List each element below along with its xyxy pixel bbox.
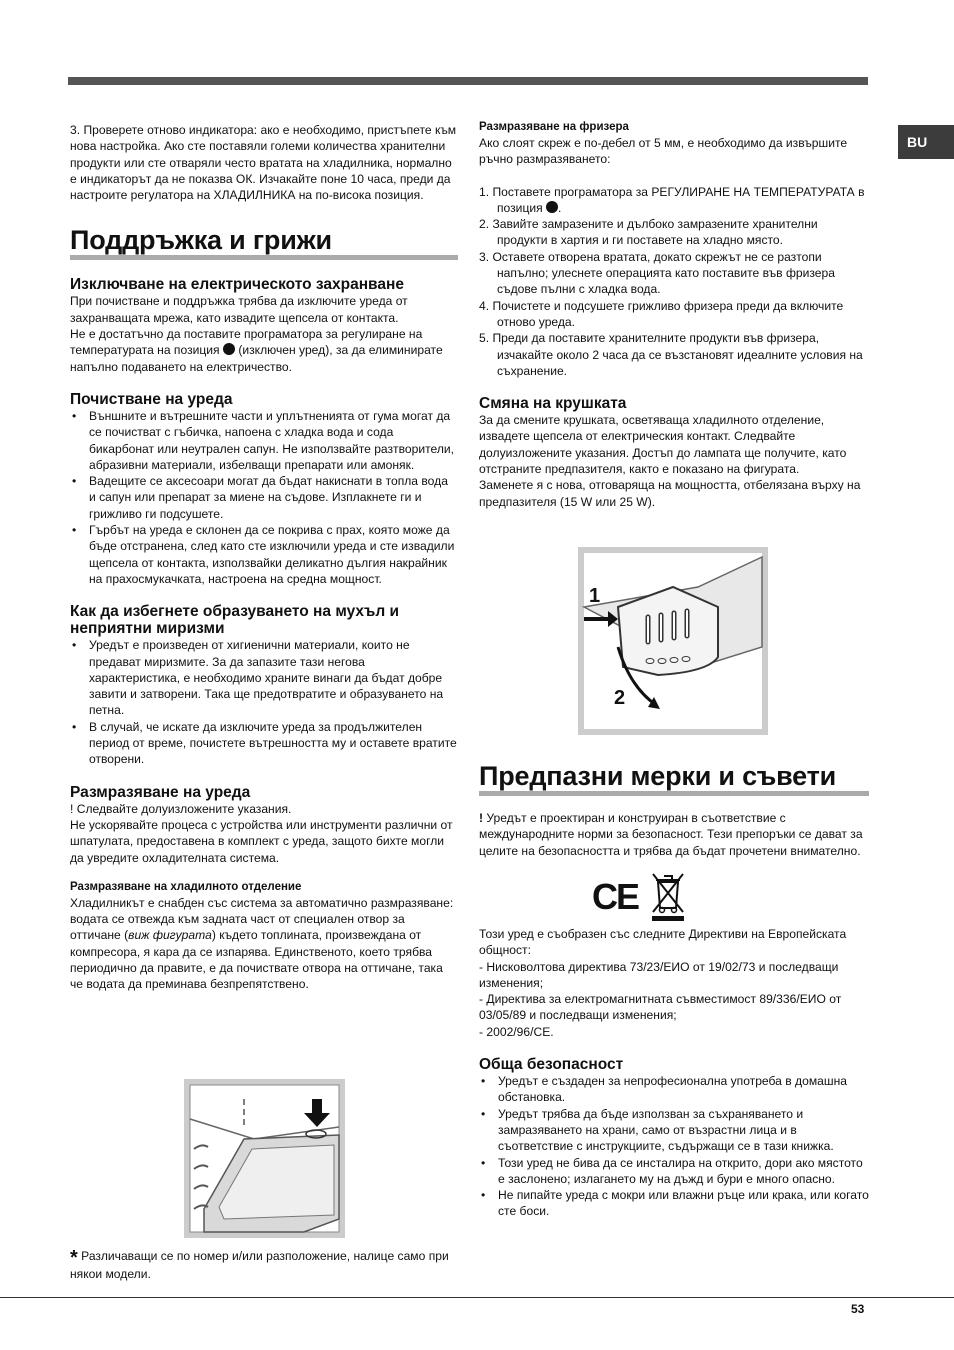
list-item: • Не пипайте уреда с мокри или влажни ръце или крака, или когато сте боси. bbox=[479, 1187, 869, 1220]
weee-bin-icon bbox=[650, 870, 686, 922]
list-item: • В случай, че искате да изключите уреда за продължителен период от време, почистете вътрешността му и оставете вратите отворени. bbox=[70, 719, 458, 768]
list-item: • Уредът трябва да бъде използван за съхраняването и замразяването на храни, само от възрастни лица и в съответствие с инструкциите, съдържащи се в тази книжка. bbox=[479, 1106, 869, 1155]
defrost-warning: ! Следвайте долуизложените указания. bbox=[70, 801, 292, 816]
list-item: • Вадещите се аксесоари могат да бъдат накиснати в топла вода и сапун или препарат за миене на съдове. Изплакнете ги и грижливо ги подсушете. bbox=[70, 473, 458, 522]
power-text-1: При почистване и поддръжка трябва да изключите уреда от захранващата мрежа, като извадите щепсела от контакта. bbox=[70, 294, 408, 325]
heading-general-safety: Обща безопасност bbox=[479, 1056, 624, 1074]
intro-step-3: 3. Проверете отново индикатора: ако е необходимо, пристъпете към нова настройка. Ако сте поставяли големи количества хранителни продукти или сте отваряли често вратата на хладилника, нормално е индикаторът да не показва ОК. Изчакайте поне 10 часа, преди да настроите регулатора на ХЛАДИЛНИКА на по-висока позиция. bbox=[70, 123, 457, 203]
bulb-text-2: Заменете я с нова, отговаряща на мощността, отбелязана върху на предпазителя (15 W или 25 W). bbox=[479, 478, 861, 509]
list-item: • Уредът е създаден за непрофесионална употреба в домашна обстановка. bbox=[479, 1073, 869, 1106]
heading-mold: Как да избегнете образуването на мухъл и неприятни миризми bbox=[70, 603, 399, 638]
cleaning-list bbox=[70, 408, 458, 587]
general-safety-list bbox=[479, 1073, 869, 1220]
heading-freezer-defrost: Размразяване на фризера bbox=[479, 121, 629, 133]
footnote-text: Различаващи се по номер и/или разположение, налице само при някои модели. bbox=[70, 1249, 449, 1282]
right-column bbox=[479, 120, 869, 510]
right-column-lower bbox=[479, 761, 869, 859]
list-item: • Гърбът на уреда е склонен да се покрива с прах, която може да бъде отстранена, след като сте изключили уреда и сте извадили щепсела от контакта, използвайки деликатно дългия накрайник на прахосмукачката, настроена на средна мощност. bbox=[70, 522, 458, 587]
language-tab: BU bbox=[898, 125, 954, 159]
heading-defrost: Размразяване на уреда bbox=[70, 783, 251, 801]
certification-marks bbox=[592, 870, 692, 922]
directive-line: - Директива за електромагнитната съвместимост 89/336/ЕИО от 03/05/89 и последващи изменения; bbox=[479, 992, 842, 1023]
list-item: 4. Почистете и подсушете грижливо фризера преди да включите отново уреда. bbox=[479, 298, 844, 329]
freezer-steps bbox=[479, 184, 869, 380]
directive-line: - 2002/96/CE. bbox=[479, 1024, 554, 1039]
list-item: 2. Завийте замразените и дълбоко замразените хранителни продукти в хартия и ги поставете на хладно място. bbox=[479, 217, 818, 248]
left-column bbox=[70, 122, 458, 993]
bulb-text-1: За да смените крушката, осветяваща хладилното отделение, извадете щепсела от електрическия контакт. Следвайте долуизложените указания. Достъп до лампата ще получите, като отстраните предпазителя, както е показано на фигурата. bbox=[479, 413, 847, 477]
defrost-text: Не ускорявайте процеса с устройства или инструменти различни от шпатулата, предоставена в комплект с уреда, защото бихте могли да увредите охладителната система. bbox=[70, 817, 453, 865]
footnote bbox=[70, 1248, 460, 1283]
directive-line: Този уред е съобразен със следните Директиви на Европейската общност: bbox=[479, 927, 847, 958]
section-title-maintenance: Поддръжка и грижи bbox=[70, 225, 458, 260]
bottom-rule bbox=[0, 1297, 954, 1298]
list-item: • Този уред не бива да се инсталира на открито, дори ако мястото е заслонено; излагането му на дъжд и бури е много опасно. bbox=[479, 1155, 869, 1188]
off-position-dot-icon bbox=[223, 343, 235, 355]
power-text-2: Не е достатъчно да поставите програматора за регулиране на температурата на позиция (изключен уред), за да елиминирате напълно подаването на електричество. bbox=[70, 327, 443, 374]
heading-bulb: Смяна на крушката bbox=[479, 395, 627, 413]
figure-label-2: 2 bbox=[614, 687, 626, 709]
list-item: 5. Преди да поставите хранителните продукти във фризера, изчакайте около 2 часа да се възстановят идеалните условия на съхранение. bbox=[479, 331, 863, 378]
bulb-cover-figure bbox=[578, 547, 768, 735]
heading-power-off: Изключване на електрическото захранване bbox=[70, 276, 404, 294]
page-number: 53 bbox=[851, 1302, 865, 1316]
drain-hole-figure bbox=[184, 1079, 345, 1238]
fridge-defrost-text: Хладилникът е снабден със система за автоматично размразяване: водата се отвежда към задната част от специален отвор за оттичане (виж фигурата) където топлината, произвеждана от компресора, я кара да се изпарява. Единственото, което трябва периодично да правите, е да почиствате отвора на оттичане, така че водата да преминава безпрепятствено. bbox=[70, 895, 454, 992]
right-column-directives bbox=[479, 926, 869, 1220]
directive-line: - Нисковолтова директива 73/23/ЕИО от 19/02/73 и последващи изменения; bbox=[479, 959, 839, 990]
section-title-safety: Предпазни мерки и съвети bbox=[479, 761, 869, 796]
figure-label-1: 1 bbox=[589, 585, 601, 607]
list-item: 3. Оставете отворена вратата, докато скрежът не се разтопи напълно; улеснете операцията като поставите във фризера съдове пълни с хладка вода. bbox=[479, 249, 835, 297]
heading-cleaning: Почистване на уреда bbox=[70, 390, 233, 408]
safety-intro: ! Уредът е проектиран и конструиран в съответствие с международните норми за безопасност. Тези препоръки се дават за целите на безопасността и трябва да бъдат прочетени внимателно. bbox=[479, 811, 863, 858]
position-dot-icon bbox=[546, 201, 558, 213]
freezer-text: Ако слоят скреж е по-дебел от 5 мм, е необходимо да извършите ръчно размразяването: bbox=[479, 136, 848, 167]
ce-mark: CE bbox=[592, 876, 639, 917]
top-rule bbox=[68, 77, 868, 85]
list-item: • Външните и вътрешните части и уплътненията от гума могат да се почистват с гъбичка, напоена с хладка вода и сода бикарбонат или неутрален сапун. Не използвайте разтворители, абразивни материали, избелващи препарати или амоняк. bbox=[70, 408, 458, 473]
heading-fridge-defrost: Размразяване на хладилното отделение bbox=[70, 880, 302, 893]
footnote-star: * bbox=[70, 1247, 78, 1269]
list-item: • Уредът е произведен от хигиенични материали, които не предават миризмите. За да запазите тази негова характеристика, е необходимо храните винаги да бъдат добре завити и затворени. Така ще предотвратите и образуването на петна. bbox=[70, 637, 458, 718]
list-item: 1. Поставете програматора за РЕГУЛИРАНЕ НА ТЕМПЕРАТУРАТА в позиция . bbox=[479, 184, 865, 215]
mold-list bbox=[70, 637, 458, 767]
